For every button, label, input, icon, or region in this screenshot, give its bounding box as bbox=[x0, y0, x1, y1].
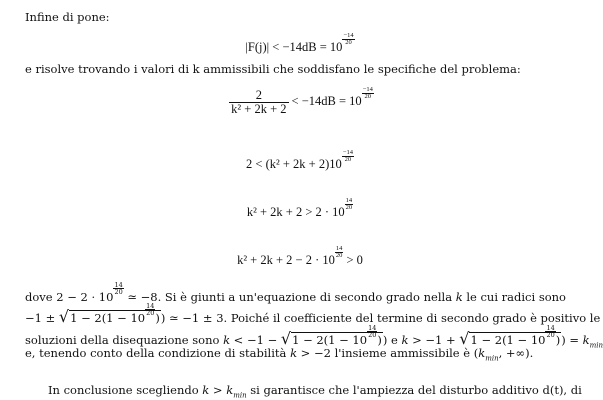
eq2-fraction: $\frac{2}{\text{k² + 2k + 2}}$ bbox=[231, 87, 287, 116]
sqrt-icon: √ bbox=[280, 329, 292, 348]
eq3-lhs: 2 < (k² + 2k + 2)10 bbox=[246, 157, 342, 171]
equation-2 bbox=[0, 87, 600, 116]
eq2-rhs: < −14dB = 10 bbox=[291, 94, 362, 108]
paragraph-3-line-4: e, tenendo conto della condizione di stabilità k > −2 l'insieme ammissibile è ($k_{min}$, +∞). bbox=[25, 346, 534, 363]
equation-1 bbox=[0, 33, 600, 55]
eq5-exponent: $\frac{14}{20}$ bbox=[335, 245, 343, 259]
eq5-rhs: > 0 bbox=[346, 253, 363, 267]
equation-5 bbox=[0, 246, 600, 268]
eq4-exponent: $\frac{14}{20}$ bbox=[345, 197, 353, 211]
paragraph-4: In conclusione scegliendo $k > k_{min}$ si garantisce che l'ampiezza del disturbo additivo d(t), di bbox=[48, 383, 582, 400]
eq1-lhs: |F(j)| < −14dB = 10 bbox=[245, 40, 343, 54]
eq1-exponent: $\frac{-14}{20}$ bbox=[343, 32, 354, 46]
eq5-lhs: k² + 2k + 2 − 2 · 10 bbox=[237, 253, 335, 267]
equation-3 bbox=[0, 150, 600, 172]
paragraph-3-line-2: −1 ± √1 − 2(1 − 10 $\frac{14}{20}$ )) ≃ −1 ± 3. Poiché il coefficiente del termine di secondo grado è positivo le bbox=[25, 302, 601, 326]
sqrt-icon: √ bbox=[58, 307, 70, 326]
eq4-lhs: k² + 2k + 2 > 2 · 10 bbox=[246, 205, 345, 219]
sqrt-icon: √ bbox=[459, 329, 470, 348]
paragraph-3-line-3: soluzioni della disequazione sono k < −1 − √1 − 2(1 − 10 $\frac{14}{20}$ )) e k > −1 + √1 − 2(1 − 10 $\frac{14}{20}$ )) = $k_{min}$ bbox=[25, 324, 603, 350]
intro-text: Infine di pone: bbox=[25, 10, 110, 24]
paragraph-2: e risolve trovando i valori di k ammissibili che soddisfano le specifiche del problema: bbox=[25, 62, 521, 76]
eq3-exponent: $\frac{-14}{20}$ bbox=[342, 149, 353, 163]
paragraph-3-line-1: dove 2 − 2 · 10 $\frac{14}{20}$ ≃ −8. Si è giunti a un'equazione di secondo grado nella k le cui radici sono bbox=[25, 281, 566, 304]
equation-4 bbox=[0, 198, 600, 220]
eq2-exponent: $\frac{-14}{20}$ bbox=[362, 86, 373, 100]
